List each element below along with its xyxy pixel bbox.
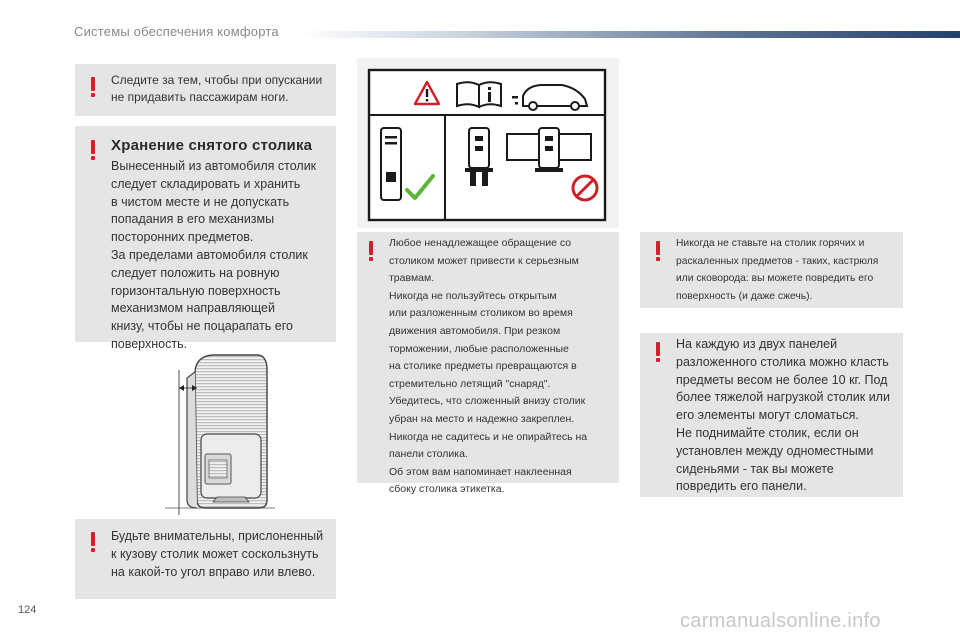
folded-table-drawing xyxy=(165,350,275,520)
note-legs-box xyxy=(75,64,336,116)
table-illustration xyxy=(165,350,275,520)
hot-items-box xyxy=(640,232,903,308)
storage-section-box xyxy=(75,126,336,351)
storage-text: Вынесенный из автомобиля столик следует складировать и хранить в чистом месте и не допускать попадания в его механизмы посторонних предметов. За пределами автомобиля столик следует положить на ровную горизонтальную поверхность механизмом направляющей книзу, чтобы не поцарапать его поверхность. xyxy=(111,159,317,351)
note-legs-text: Следите за тем, чтобы при опускании не придавить пассажирам ноги. xyxy=(111,73,323,104)
storage-heading: Хранение снятого столика xyxy=(111,137,313,154)
load-limit-text: На каждую из двух панелей разложенного столика можно класть предметы весом не более 10 кг. Под более тяжелой нагрузкой столик или его элементы могут сломаться. Не поднимайте столик, если он установлен между одноместными сиденьями - так вы можете повредить его панели. xyxy=(676,337,890,494)
page-number: 124 xyxy=(18,604,37,616)
watermark: carmanualsonline.info xyxy=(680,610,881,632)
header-gradient-bar xyxy=(300,31,960,38)
note-slide-text: Будьте внимательны, прислоненный к кузову столик может соскользнуть на какой-то угол вправо или влево. xyxy=(111,529,324,579)
load-limit-box xyxy=(640,333,903,497)
warning-label-svg xyxy=(357,58,619,228)
folded-table-ok-icon xyxy=(381,128,401,200)
warning-label-image xyxy=(357,58,619,228)
misuse-warning-text: Любое ненадлежащее обращение со столиком может привести к серьезным травмам. Никогда не пользуйтесь открытым или разложенным столиком во время движения автомобиля. При резком торможении, любые расположенные на столике предметы превращаются в стремительно летящий "снаряд". Убедитесь, что сложенный внизу столик убран на место и надежно закреплен. Никогда не садитесь и не опирайтесь на панели столика. Об этом вам напоминает наклеенная сбоку столика этикетка. xyxy=(389,237,588,496)
misuse-warning-box xyxy=(357,232,619,496)
note-slide-box xyxy=(75,519,336,599)
section-title: Системы обеспечения комфорта xyxy=(74,24,279,39)
hot-items-text: Никогда не ставьте на столик горячих и раскаленных предметов - таких, кастрюля или сковорода: вы можете повредить его поверхность (и даже сжечь). xyxy=(676,238,879,302)
